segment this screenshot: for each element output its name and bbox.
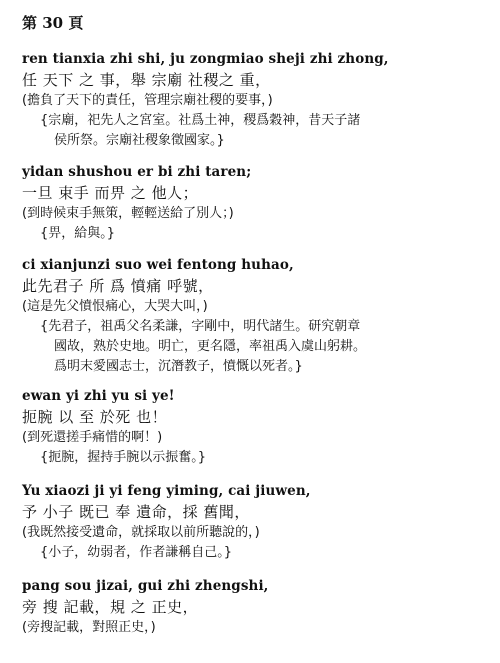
chinese-line: 扼腕 以 至 於死 也！ (22, 408, 168, 426)
verse-entry-3 (22, 256, 492, 377)
pinyin-line: ci xianjunzi suo wei fentong huhao, (22, 257, 294, 273)
annotation-line: {小子，幼弱者，作者謙稱自己。} (40, 545, 233, 560)
chinese-line: 任 天下 之 事，舉 宗廟 社稷之 重， (22, 71, 271, 89)
verse-entry-6 (22, 577, 492, 638)
chinese-line: 此先君子 所 爲 憤痛 呼號， (22, 277, 214, 295)
pinyin-line: pang sou jizai, gui zhi zhengshi, (22, 578, 269, 594)
annotation-line: {宗廟，祀先人之宮室。社爲土神，稷爲穀神，昔天子諸 (40, 113, 361, 128)
page-number: 第 30 頁 (22, 14, 84, 32)
annotation-line: {先君子，祖禹父名柔謙，字剛中，明代諸生。研究朝章 (40, 319, 361, 334)
translation-line: (到時候束手無策，輕輕送給了別人；) (22, 206, 234, 221)
annotation-line: 侯所祭。宗廟社稷象徵國家。} (54, 133, 225, 148)
verse-entry-1 (22, 50, 492, 151)
annotation-line: {畀，給與。} (40, 226, 116, 241)
verse-entry-4 (22, 387, 492, 468)
verse-entry-2 (22, 163, 492, 244)
translation-line: (擔負了天下的責任，管理宗廟社稷的要事，) (22, 93, 273, 108)
annotation-line: {扼腕，握持手腕以示振奮。} (40, 450, 207, 465)
pinyin-line: Yu xiaozi ji yi feng yiming, cai jiuwen, (22, 483, 311, 499)
chinese-line: 旁 搜 記載，規 之 正史， (22, 598, 199, 616)
translation-line: (到死還搓手痛惜的啊！) (22, 430, 163, 445)
chinese-line: 一旦 束手 而畀 之 他人； (22, 184, 199, 202)
pinyin-line: ewan yi zhi yu si ye! (22, 388, 175, 404)
pinyin-line: yidan shushou er bi zhi taren; (22, 164, 252, 180)
translation-line: (旁搜記載，對照正史，) (22, 620, 156, 635)
translation-line: (這是先父憤恨痛心，大哭大叫，) (22, 299, 208, 314)
verse-entry-5 (22, 482, 492, 563)
chinese-line: 予 小子 既已 奉 遺命，採 舊聞， (22, 503, 250, 521)
pinyin-line: ren tianxia zhi shi, ju zongmiao sheji zhi zhong, (22, 51, 389, 67)
annotation-line: 國故，熟於史地。明亡，更名隱，率祖禹入虞山躬耕。 (54, 339, 367, 354)
translation-line: (我既然接受遺命，就採取以前所聽說的，) (22, 525, 260, 540)
annotation-line: 爲明末愛國志士，沉潛教子，憤慨以死者。} (54, 359, 303, 374)
